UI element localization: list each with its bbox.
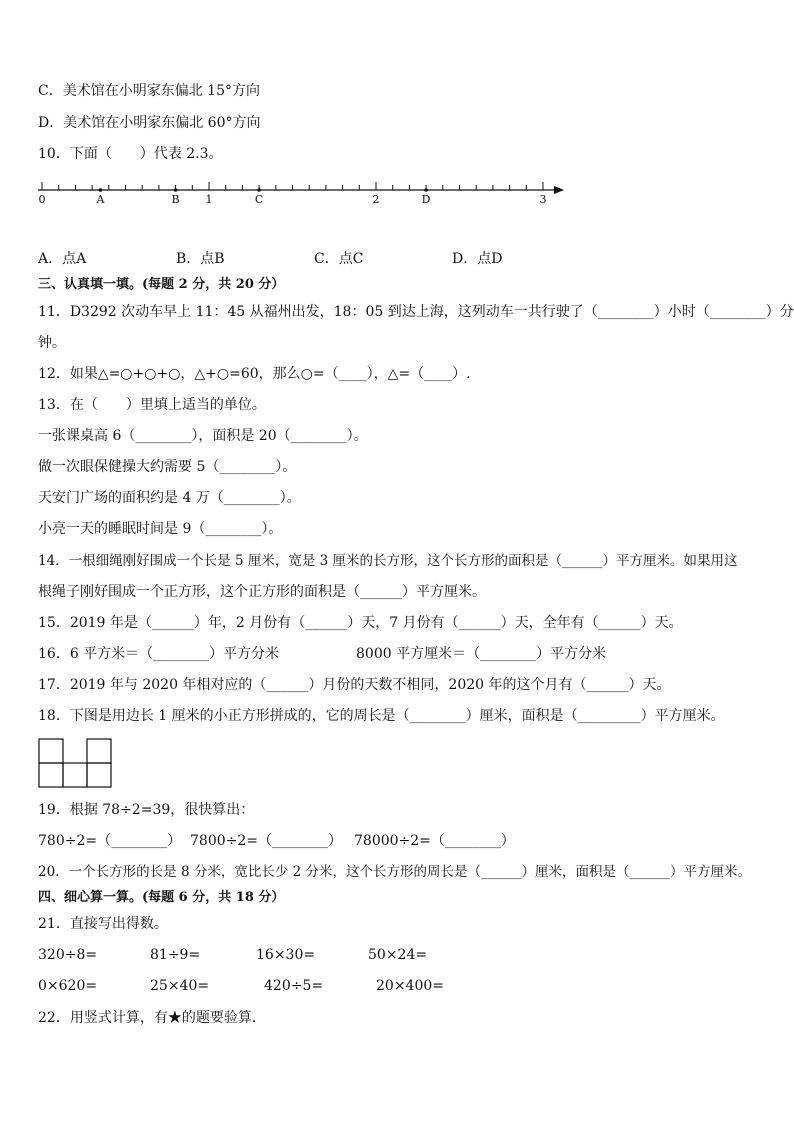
number-line-point xyxy=(424,188,428,192)
q21-item: 16×30= xyxy=(256,947,316,963)
q11-line1: 11．D3292 次动车早上 11：45 从福州出发，18：05 到达上海，这列动车一共行驶了（________）小时（________）分 xyxy=(38,304,794,320)
q19-stem: 19．根据 78÷2=39，很快算出： xyxy=(38,802,255,818)
nl-label-b: B xyxy=(171,193,180,206)
number-line-axis xyxy=(38,186,564,194)
q16-a: 16．6 平方米＝（________）平方分米 xyxy=(38,646,280,662)
nl-label-c: C xyxy=(254,193,264,206)
q18-square-figure xyxy=(38,738,114,790)
q14-line1: 14．一根细绳刚好围成一个长是 5 厘米，宽是 3 厘米的长方形，这个长方形的面积是（______）平方厘米。如果用这 xyxy=(38,553,738,569)
square-top-left xyxy=(39,739,63,763)
q10-stem: 10．下面（ ）代表 2.3。 xyxy=(38,146,223,162)
nl-label-3: 3 xyxy=(539,193,547,206)
q15: 15．2019 年是（______）年，2 月份有（______）天，7 月份有（______）天，全年有（______）天。 xyxy=(38,615,683,631)
square-bottom-right xyxy=(87,763,111,787)
q10-option-c: C．点C xyxy=(314,251,364,267)
q21-item: 81÷9= xyxy=(150,947,201,963)
q14-line2: 根绳子刚好围成一个正方形，这个正方形的面积是（______）平方厘米。 xyxy=(38,584,486,600)
q21-item: 20×400= xyxy=(376,978,444,994)
q22: 22．用竖式计算，有★的题要验算． xyxy=(38,1010,266,1026)
section3-heading: 三、认真填一填。(每题 2 分，共 20 分） xyxy=(38,277,285,292)
number-line-point xyxy=(174,188,178,192)
nl-label-d: D xyxy=(421,193,431,206)
nl-label-1: 1 xyxy=(205,193,213,206)
section4-heading: 四、细心算一算。(每题 6 分，共 18 分） xyxy=(38,890,285,905)
q13-c: 天安门广场的面积约是 4 万（________）。 xyxy=(38,490,301,506)
q21-stem: 21．直接写出得数。 xyxy=(38,916,168,932)
number-line-point xyxy=(257,188,261,192)
q17: 17．2019 年与 2020 年相对应的（______）月份的天数不相同，2020 年的这个月有（______）天。 xyxy=(38,677,671,693)
q20: 20．一个长方形的长是 8 分米，宽比长少 2 分米，这个长方形的周长是（______）厘米，面积是（______）平方厘米。 xyxy=(38,864,752,880)
nl-label-2: 2 xyxy=(372,193,380,206)
q19-b: 7800÷2=（________） xyxy=(190,833,342,849)
q13-stem: 13．在（ ）里填上适当的单位。 xyxy=(38,397,266,413)
nl-label-0: 0 xyxy=(38,193,46,206)
square-bottom-middle xyxy=(63,763,87,787)
number-line-point xyxy=(99,188,103,192)
q10-option-b: B．点B xyxy=(176,251,225,267)
q21-item: 420÷5= xyxy=(264,978,324,994)
square-top-right xyxy=(87,739,111,763)
square-bottom-left xyxy=(39,763,63,787)
q10-option-d: D．点D xyxy=(452,251,503,267)
q18: 18．下图是用边长 1 厘米的小正方形拼成的，它的周长是（________）厘米，面积是（_________）平方厘米。 xyxy=(38,708,725,724)
q13-d: 小亮一天的睡眠时间是 9（________）。 xyxy=(38,521,283,537)
nl-label-a: A xyxy=(96,193,105,206)
q9-option-c: C．美术馆在小明家东偏北 15°方向 xyxy=(38,83,260,99)
number-line xyxy=(34,170,574,210)
q19-c: 78000÷2=（________） xyxy=(354,833,515,849)
q11-line2: 钟。 xyxy=(38,335,66,351)
q21-item: 50×24= xyxy=(368,947,428,963)
q21-item: 0×620= xyxy=(38,978,98,994)
q9-option-d: D．美术馆在小明家东偏北 60°方向 xyxy=(38,115,261,131)
q21-item: 320÷8= xyxy=(38,947,98,963)
q19-a: 780÷2=（________） xyxy=(38,833,182,849)
q21-item: 25×40= xyxy=(150,978,210,994)
q13-a: 一张课桌高 6（________），面积是 20（________）。 xyxy=(38,428,368,444)
q16-b: 8000 平方厘米＝（________）平方分米 xyxy=(356,646,607,662)
q12: 12．如果△=○+○+○，△+○=60，那么○=（____），△=（____）. xyxy=(38,366,471,382)
q10-option-a: A．点A xyxy=(38,251,87,267)
q13-b: 做一次眼保健操大约需要 5（________）。 xyxy=(38,459,297,475)
